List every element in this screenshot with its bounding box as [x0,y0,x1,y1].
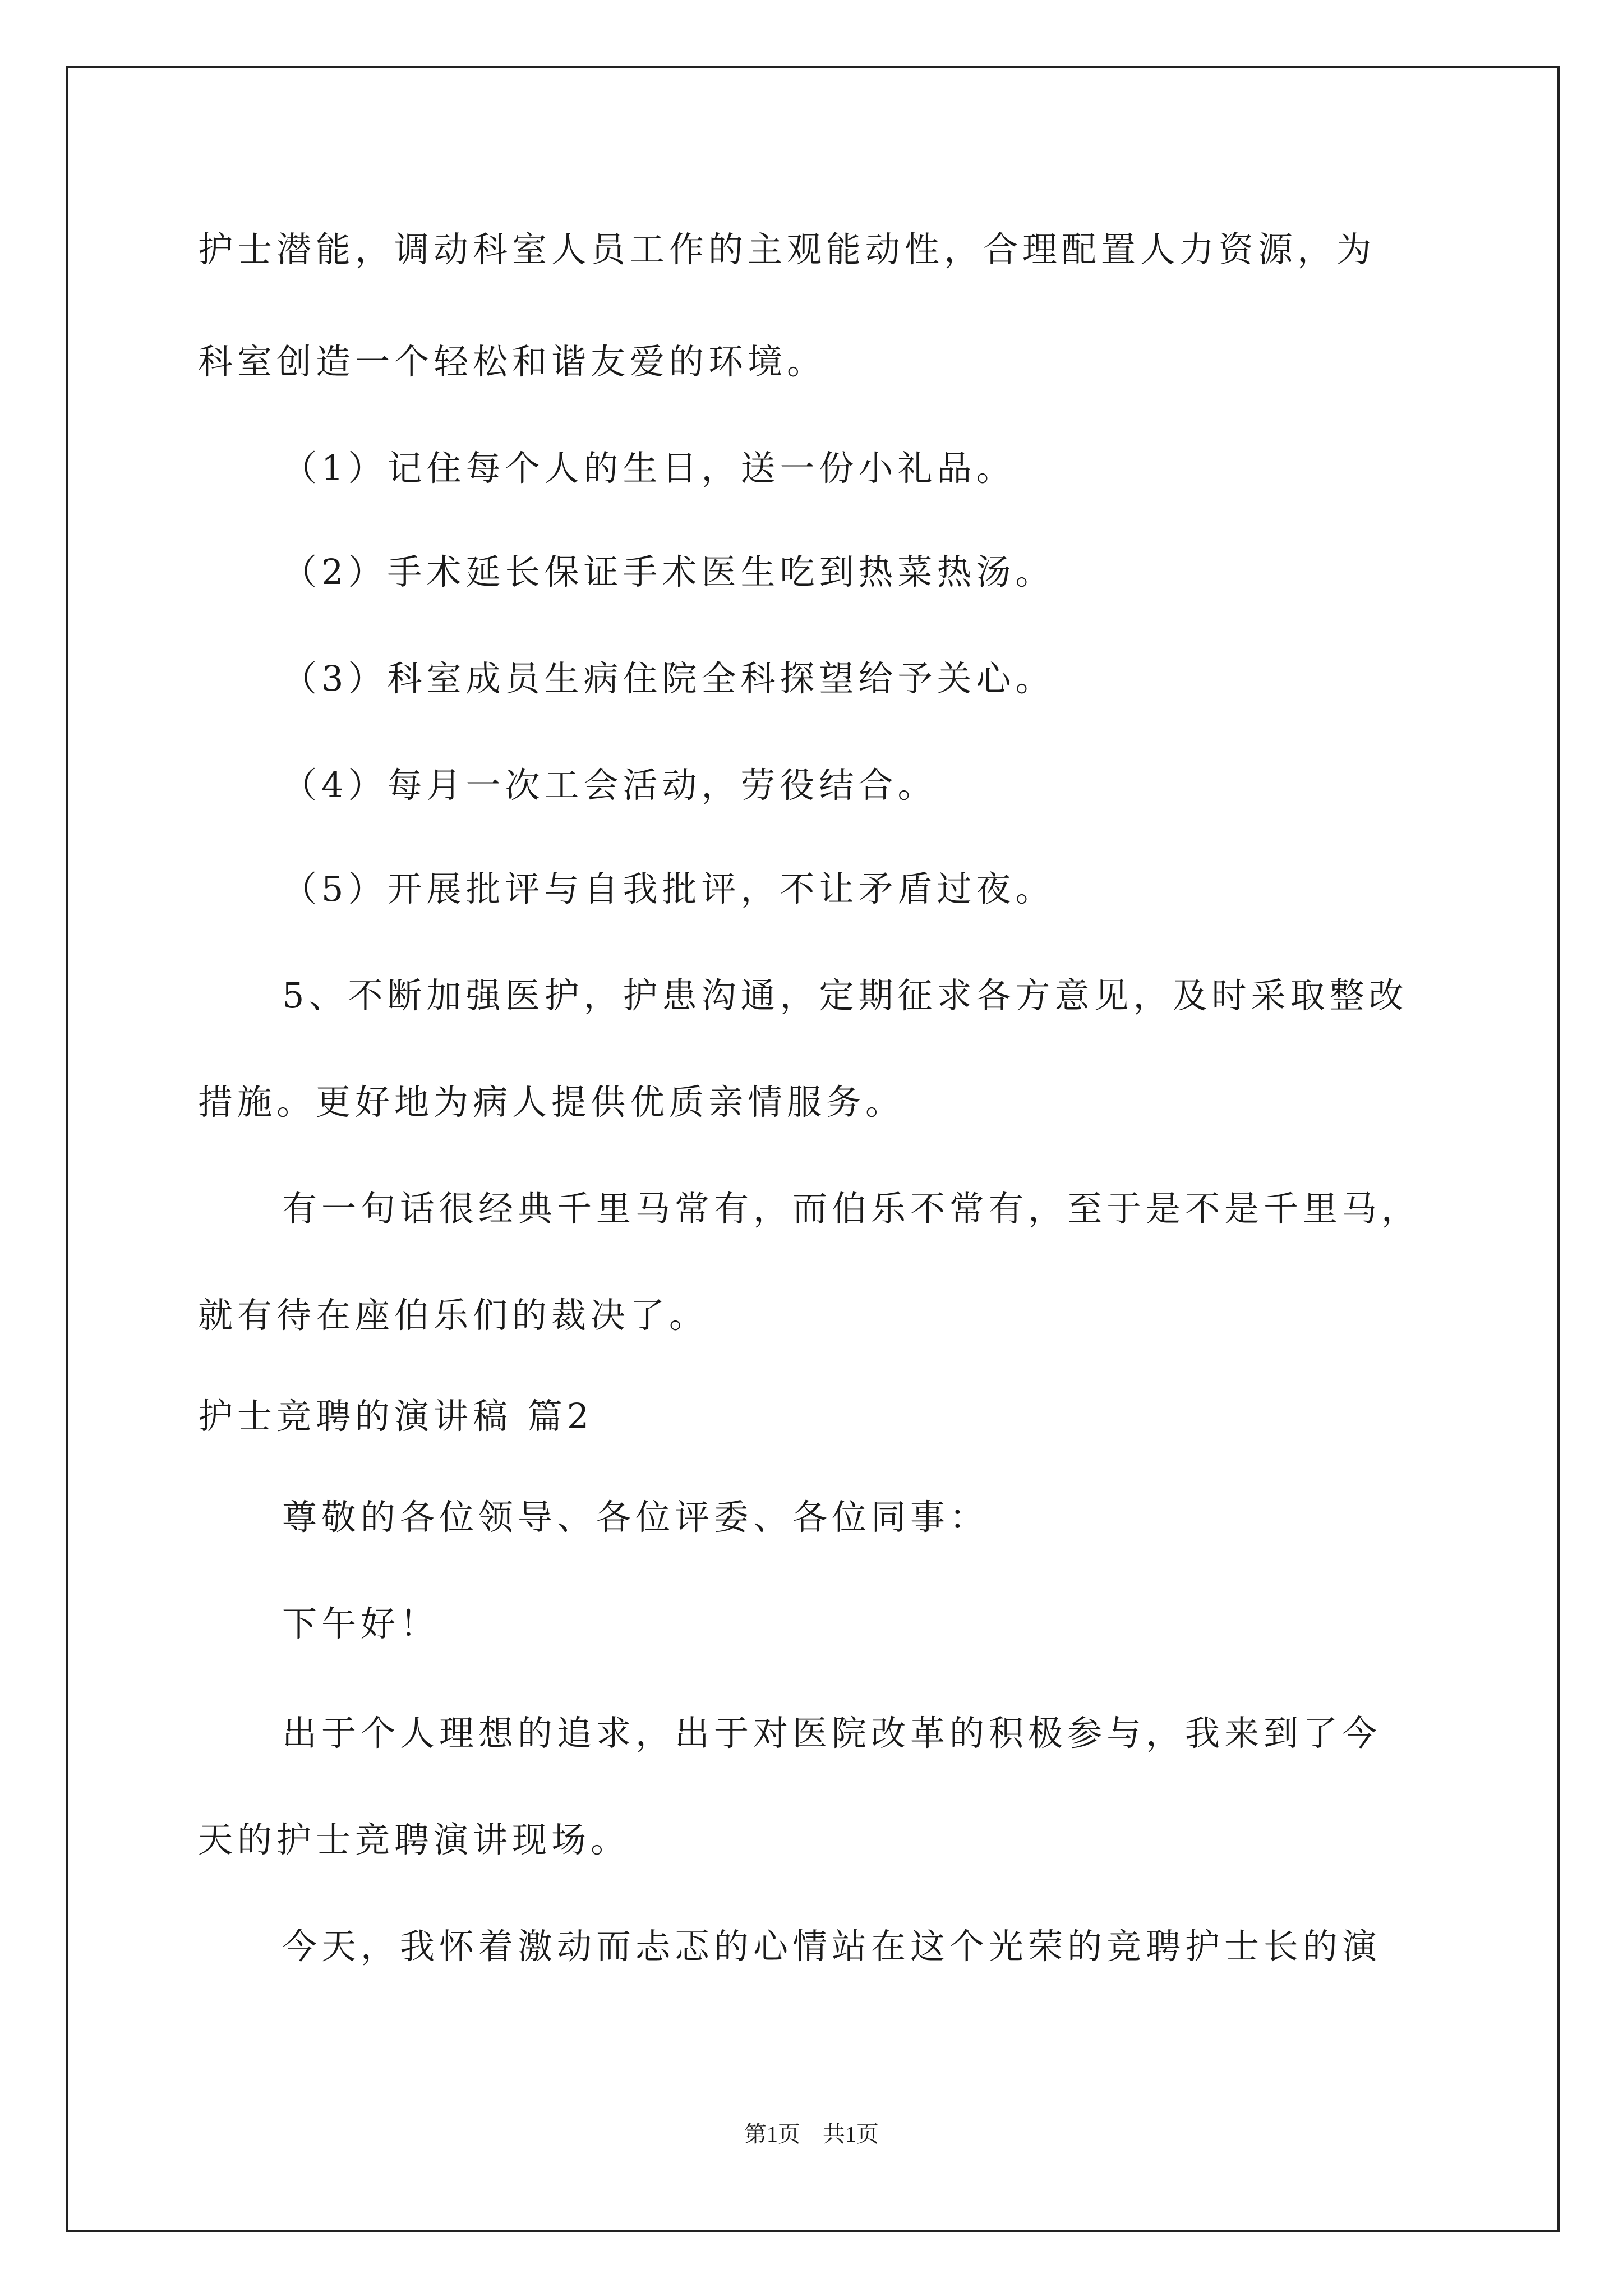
list-item: （1）记住每个人的生日，送一份小礼品。 [282,448,1016,489]
page-footer: 第1页 共1页 [744,2122,879,2147]
list-item: （4）每月一次工会活动，劳役结合。 [282,765,937,806]
paragraph-line: 5、不断加强医护，护患沟通，定期征求各方意见，及时采取整改 [282,975,1408,1016]
paragraph-line: 护士潜能，调动科室人员工作的主观能动性，合理配置人力资源，为 [198,229,1376,270]
paragraph-line: 就有待在座伯乐们的裁决了。 [198,1295,709,1336]
paragraph-line: 措施。更好地为病人提供优质亲情服务。 [198,1082,905,1122]
section-heading: 护士竞聘的演讲稿 篇2 [198,1396,594,1437]
paragraph-line: 科室创造一个轻松和谐友爱的环境。 [198,341,827,382]
paragraph-line: 下午好！ [282,1603,440,1644]
paragraph-line: 天的护士竞聘演讲现场。 [198,1819,630,1860]
paragraph-line: 出于个人理想的追求，出于对医院改革的积极参与，我来到了今 [282,1713,1382,1754]
paragraph-line: 尊敬的各位领导、各位评委、各位同事： [282,1497,989,1538]
list-item: （3）科室成员生病住院全科探望给予关心。 [282,658,1055,699]
paragraph-line: 今天，我怀着激动而忐忑的心情站在这个光荣的竞聘护士长的演 [282,1926,1382,1967]
list-item: （2）手术延长保证手术医生吃到热菜热汤。 [282,551,1055,592]
page-border [66,66,1560,2232]
list-item: （5）开展批评与自我批评，不让矛盾过夜。 [282,868,1055,909]
paragraph-line: 有一句话很经典千里马常有，而伯乐不常有，至于是不是千里马， [282,1188,1421,1229]
